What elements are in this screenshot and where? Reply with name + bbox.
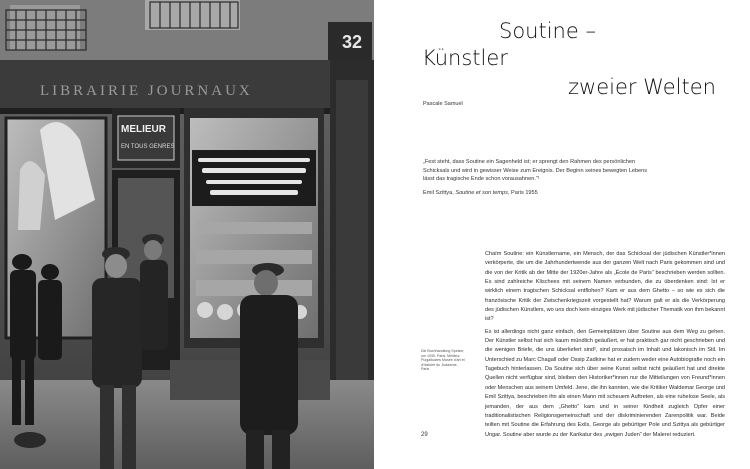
author-name: Pascale Samuel (423, 101, 463, 107)
body-text (485, 250, 725, 443)
epigraph-source-title: Soutine et son temps, (455, 190, 510, 196)
bookshop-photo-illustration (0, 0, 374, 469)
epigraph-source (423, 190, 648, 196)
body-paragraph-2: Es ist allerdings nicht ganz einfach, den Gemeinplätzen über Soutine aus dem Weg zu gehen. Der Künstler selbst hat sich kaum mündlich geäußert, er hat praktisch gar nicht geschrieben und die wenigen Briefe, die uns überliefert sind², sind prosaisch im Inhalt und lakonisch im Stil. Im Unterschied zu Marc Chagall oder Ossip Zadkine hat er zudem weder eine Autobiografie noch ein Tagebuch hinterlassen. Da Soutine sich über seine Kunst selbst nicht geäußert hat und direkte Quellen nicht verfügbar sind, bleiben den Historiker*innen nur die Mitteilungen von Freund*innen oder Menschen aus seinem Umfeld. Jene, die ihn kannten, wie die Kritiker Waldemar George und Emil Szittya, beschrieben ihn als einen Mann mit scheuem Auftreten, als eine ruhelose Seele, als jemanden, der aus dem „Ghetto“ kam und in seiner Kindheit zugleich Opfer einer traditionalistischen Religionsgemeinschaft und der diskriminierenden Zarenpolitik war. Beide teilten mit Soutine die Erfahrung des Exils, George als gebürtiger Pole und Szittya als gebürtiger Ungar. Soutine aber wurde zu der Karikatur des „ewigen Juden“ der Malerei reduziert. (485, 328, 725, 438)
epigraph-source-place: Paris 1955 (511, 190, 538, 196)
title-line-1: Soutine – (499, 19, 596, 43)
sign-en-tous-genres: EN TOUS GENRES (121, 144, 175, 150)
page-number: 29 (421, 432, 428, 438)
epigraph-source-name: Emil Szittya, (423, 190, 454, 196)
body-paragraph-1: Chaïm Soutine: ein Künstlername, ein Mensch, der das Schicksal der jüdischen Künstler*innen verkörperte, die um die Jahrhundertwende aus der ganzen Welt nach Paris gekommen sind und die von der Kritik ab der Mitte der 1920er-Jahre als „École de Paris“ beschrieben werden sollten. Es sind zahlreiche Klischees mit seinem Namen verbunden, die zu überdenken sind: Ist er wirklich einem tragischen Schicksal entflohen? Kam er aus dem Ghetto – so wie es sich die französische Kritik der Zwischenkriegszeit vorgestellt hat? Warum galt er als die Verkörperung des jüdischen Künstlers, wo uns doch kein einziges Werk mit jüdischer Thematik von ihm bekannt ist? (485, 251, 725, 323)
sign-melieur: MELIEUR (121, 124, 166, 135)
historical-photo (0, 0, 374, 469)
photo-caption: Die Buchhandlung Speiser, um 1930, Paris. Mellieur Pulgaltuares Musee d'art et d'histoire du Judaisme, Paris (421, 349, 465, 372)
shop-number: 32 (342, 32, 363, 52)
facade-lettering: LIBRAIRIE JOURNAUX (40, 83, 253, 99)
epigraph-quote: „Fest steht, dass Soutine ein Sagenheld ist; er sprengt den Rahmen des persönlichen Schicksals und wird in gewisser Weise zum Ereignis. Der Beginn seines bewegten Lebens lässt das tragische Ende schon vorausahnen.“¹ (423, 159, 648, 183)
title-line-2: Künstler (422, 46, 508, 70)
title-line-3: zweier Welten (568, 75, 716, 99)
